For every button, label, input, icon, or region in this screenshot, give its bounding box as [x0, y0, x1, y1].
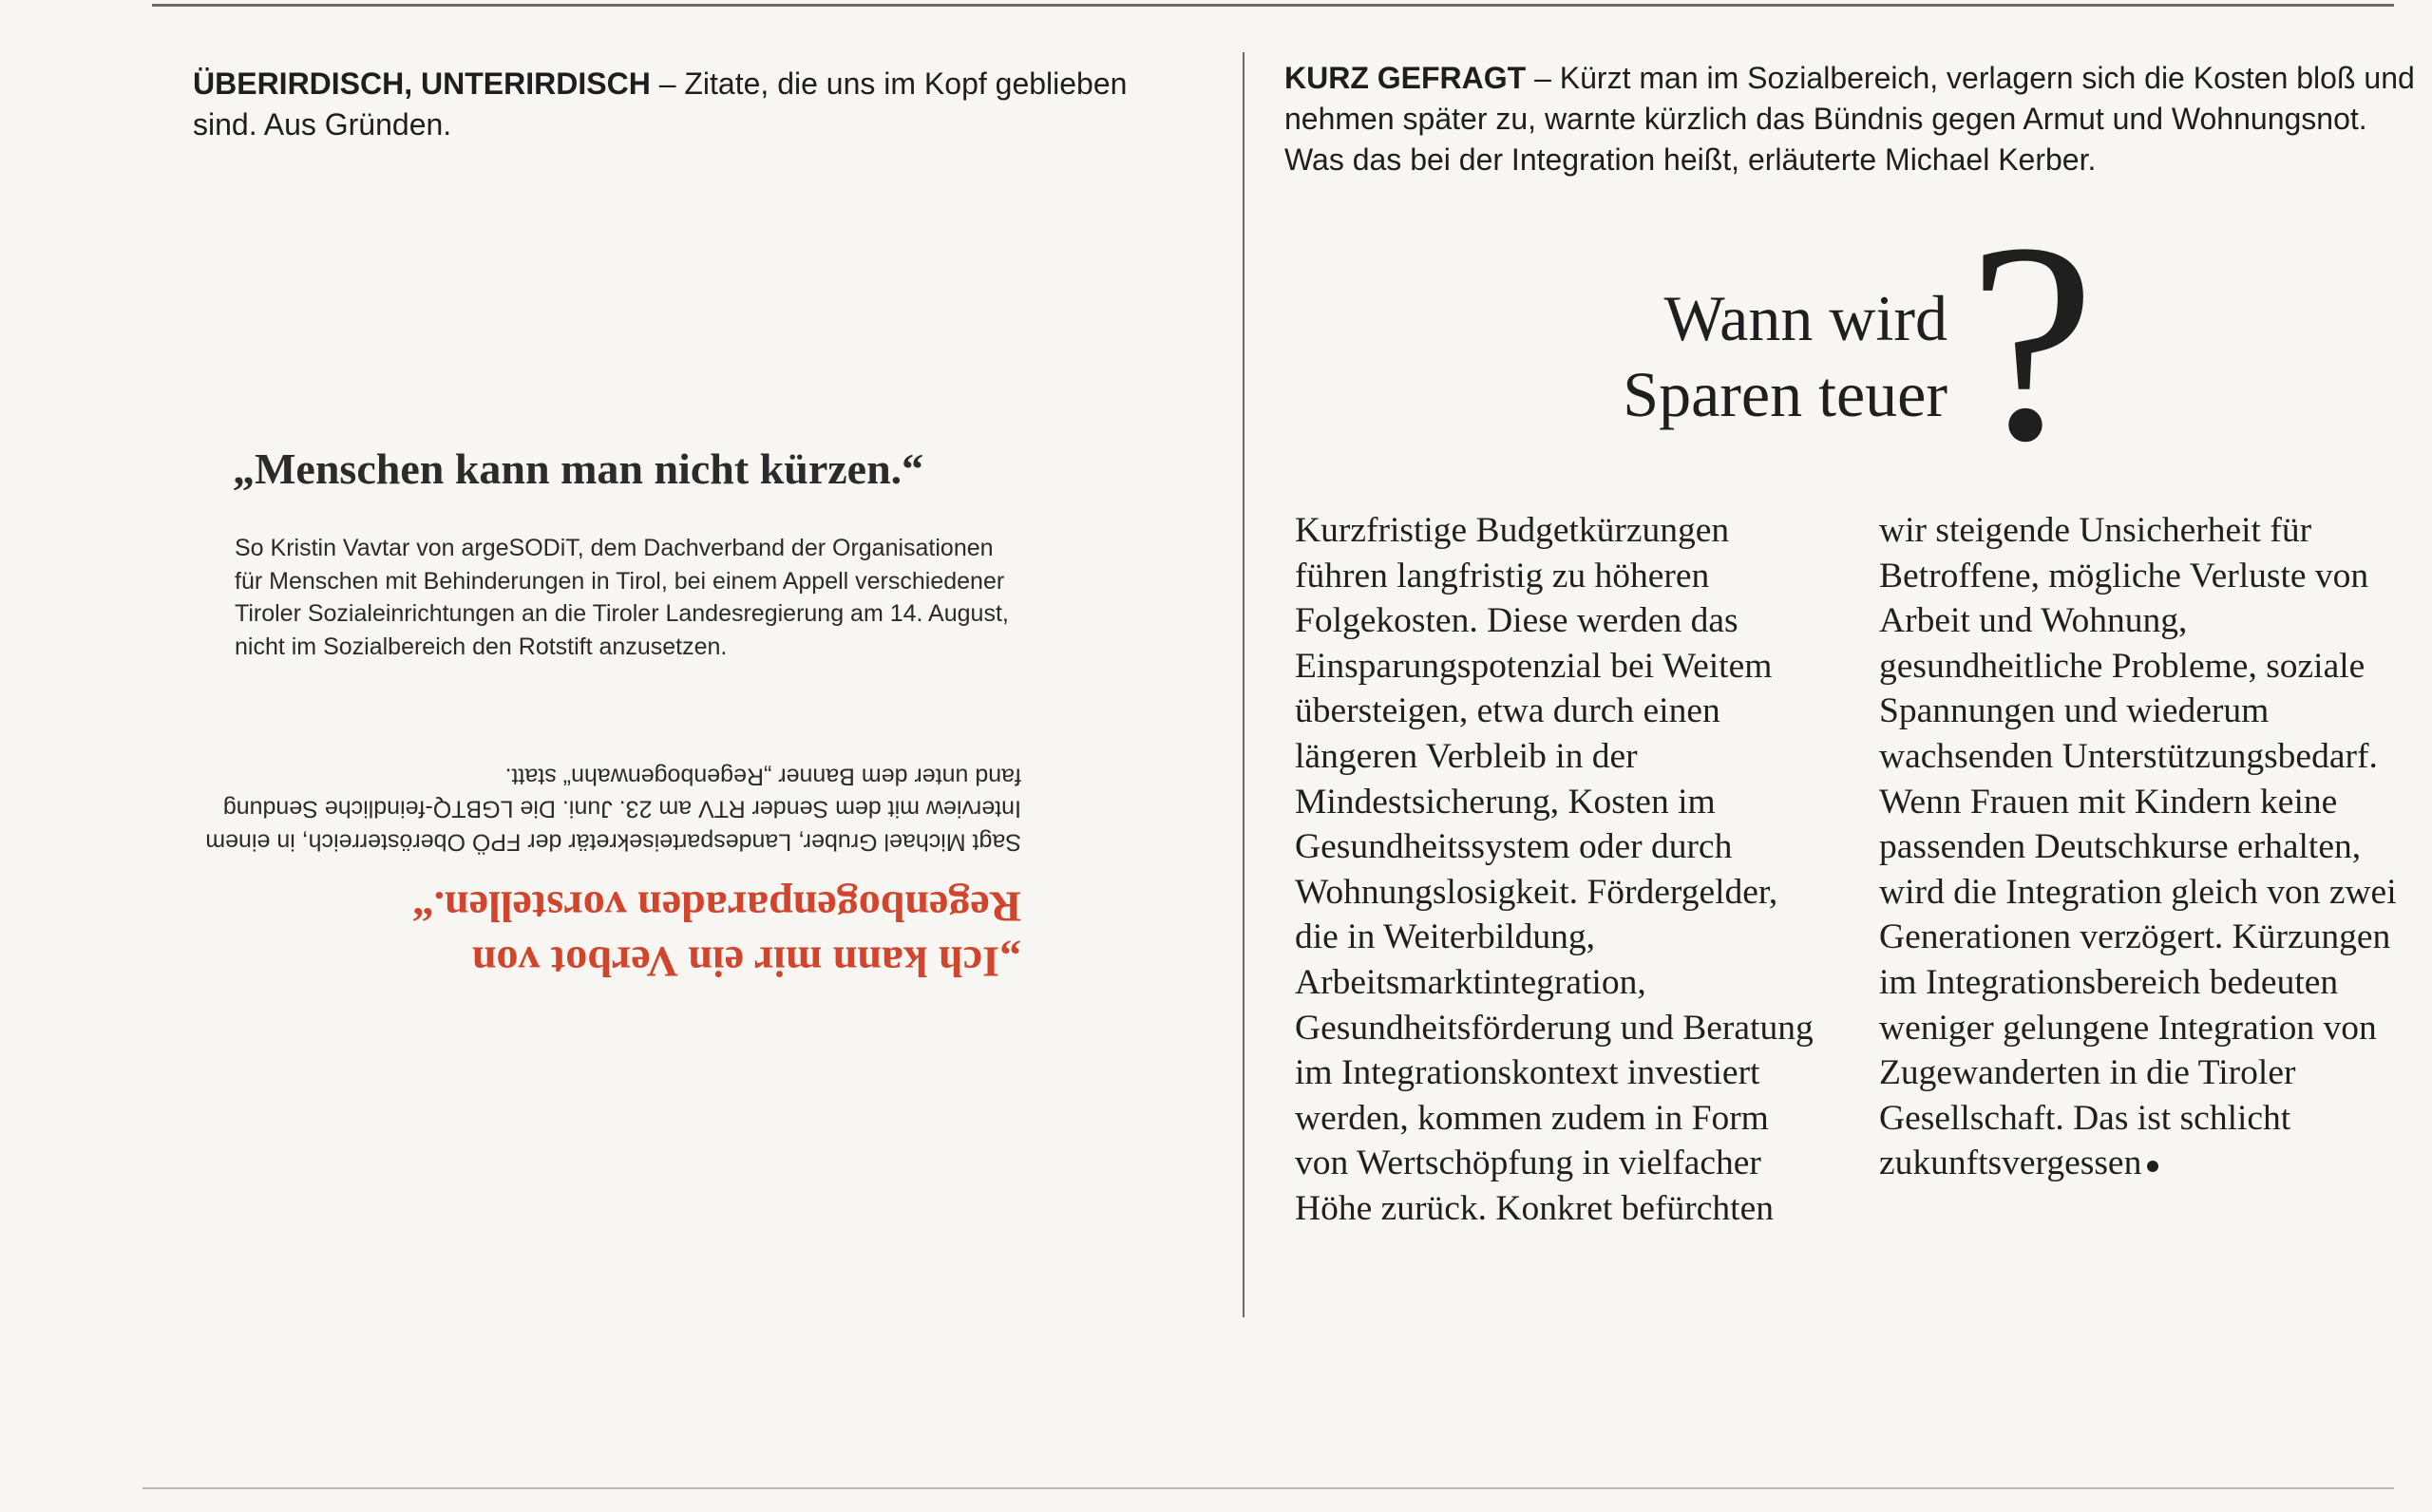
bottom-rule [142, 1487, 2394, 1489]
left-kicker-label: ÜBERIRDISCH, UNTERIRDISCH [193, 66, 651, 101]
article-body [1295, 508, 2406, 1420]
top-rule [152, 4, 2394, 7]
right-kicker [1284, 58, 2415, 180]
end-mark-icon [2147, 1161, 2158, 1172]
right-kicker-text: – Kürzt man im Sozialbereich, verlagern sich die Kosten bloß und nehmen später zu, warnte kürzlich das Bündnis gegen Armut und Wohnungsnot. Was das bei der Integration heißt, erläuterte Michael Kerber. [1284, 61, 2415, 177]
upside-down-quote-body: Sagt Michael Gruber, Landesparteisekretär der FPÖ Oberösterreich, in einem Interview mit dem Sender RTV am 23. Juni. Die LGBTQ-feindliche Sendung fand unter dem Banner „Regenbogenwahn“ statt. [205, 763, 1021, 856]
column-divider [1243, 52, 1244, 1317]
left-kicker [193, 64, 1143, 145]
left-kicker-text: – Zitate, die uns im Kopf geblieben sind. Aus Gründen. [193, 66, 1128, 142]
quote-title: „Menschen kann man nicht kürzen.“ [233, 444, 924, 493]
upside-down-quote-title: „Ich kann mir ein Verbot von Regenbogenparaden vorstellen.“ [411, 882, 1021, 987]
upside-down-quote [204, 760, 1040, 990]
quote-body: So Kristin Vavtar von argeSODiT, dem Dachverband der Organisationen für Menschen mit Behinderungen in Tirol, bei einem Appell verschiedener Tiroler Sozialeinrichtungen an die Tiroler Landesregierung am 14. August, nicht im Sozialbereich den Rotstift anzusetzen. [235, 535, 1009, 660]
article-headline [1501, 280, 1948, 432]
right-kicker-label: KURZ GEFRAGT [1284, 61, 1527, 95]
headline-line-1: Wann wird [1663, 282, 1948, 354]
article-body-text: Kurzfristige Budgetkürzungen führen langfristig zu höheren Folgekosten. Diese werden das Einsparungspotenzial bei Weitem übersteigen, etwa durch einen längeren Verbleib in der Mindestsicherung, Kosten im Gesundheitssystem oder durch Wohnungslosigkeit. Fördergelder, die in Weiterbildung, Arbeitsmarktintegration, Gesundheitsförderung und Beratung im Integrationskontext investiert werden, kommen zudem in Form von Wertschöpfung in vielfacher Höhe zurück. Konkret befürchten wir steigende Unsicherheit für Betroffene, mögliche Verluste von Arbeit und Wohnung, gesundheitliche Probleme, soziale Spannungen und wiederum wachsenden Unterstützungsbedarf. Wenn Frauen mit Kindern keine passenden Deutschkurse erhalten, wird die Integration gleich von zwei Generationen verzögert. Kürzungen im Integrationsbereich bedeuten weniger gelungene Integration von Zugewanderten in die Tiroler Gesellschaft. Das ist schlicht zukunftsvergessen [1295, 511, 2397, 1228]
question-mark-graphic: ? [1968, 184, 2096, 500]
headline-line-2: Sparen teuer [1623, 358, 1948, 430]
